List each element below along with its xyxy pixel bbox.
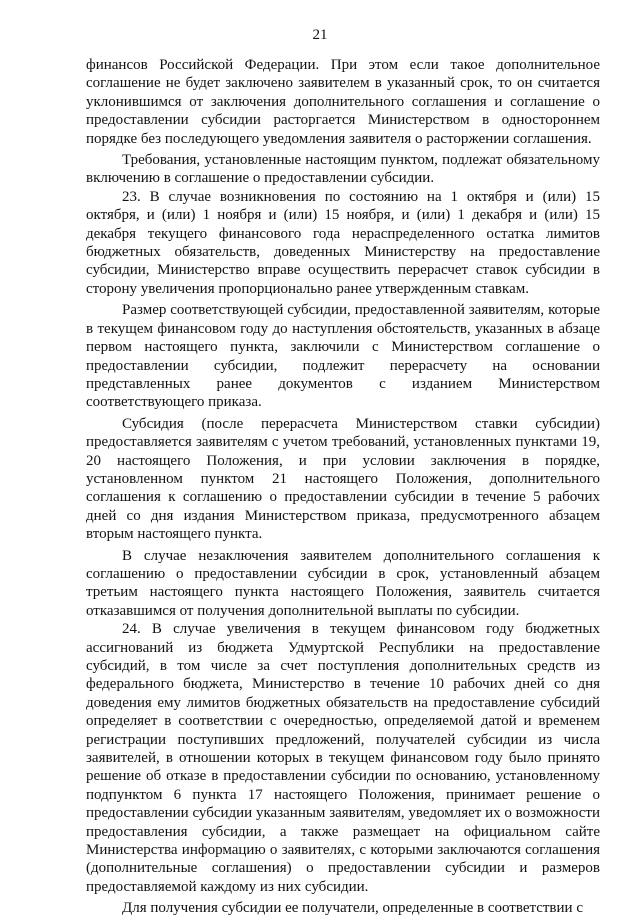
paragraph-continuation: финансов Российской Федерации. При этом если такое дополнительное соглашение не будет заключено заявителем в указанный срок, то он считается уклонившимся от заключения дополнительного соглашения и соглашение о предоставлении субсидии расторгается Министерством в одностороннем порядке без последующего уведомления заявителя о расторжении соглашения. <box>86 57 600 147</box>
paragraph-non-conclusion: В случае незаключения заявителем дополнительного соглашения к соглашению о предоставлении субсидии в срок, установленный абзацем третьим настоящего пункта настоящего Положения, заявитель считается отказавшимся от получения дополнительной выплаты по субсидии. <box>86 547 600 619</box>
paragraph-subsidy-recalc: Субсидия (после перерасчета Министерством ставки субсидии) предоставляется заявителям с учетом требований, установленных пунктами 19, 20 настоящего Положения, и при условии заключения в порядке, установленном пунктом 21 настоящего Положения, дополнительного соглашения к соглашению о предоставлении субсидии в течение 5 рабочих дней со дня издания Министерством приказа, предусмотренного абзацем вторым настоящего пункта. <box>86 415 600 543</box>
paragraph-subsidy-size: Размер соответствующей субсидии, предоставленной заявителям, которые в текущем финансовом году до наступления обстоятельств, указанных в абзаце первом настоящего пункта, заключили с Министерством соглашение о предоставлении субсидии, подлежит перерасчету на основании представленных ранее документов с изданием Министерством соответствующего приказа. <box>86 302 600 411</box>
page-number: 21 <box>312 27 328 43</box>
paragraph-final: Для получения субсидии ее получатели, определенные в соответствии с <box>122 900 583 917</box>
document-body <box>86 56 600 918</box>
paragraph-requirements: Требования, установленные настоящим пунктом, подлежат обязательному включению в соглашение о предоставлении субсидии. <box>86 152 600 187</box>
paragraph-clause-23: 23. В случае возникновения по состоянию на 1 октября и (или) 15 октября, и (или) 1 ноября и (или) 15 ноября, и (или) 1 декабря и (или) 15 декабря текущего финансового года нераспределенного остатка лимитов бюджетных обязательств, доведенных Министерству на предоставление субсидии, Министерство вправе осуществить перерасчет ставок субсидии в сторону увеличения пропорционально ранее утвержденным ставкам. <box>86 188 600 297</box>
paragraph-clause-24: 24. В случае увеличения в текущем финансовом году бюджетных ассигнований из бюджета Удмуртской Республики на предоставление субсидий, в том числе за счет поступления дополнительных средств из федерального бюджета, Министерство в течение 10 рабочих дней со дня доведения ему лимитов бюджетных обязательств на предоставление субсидий определяет в соответствии с очередностью, определяемой датой и временем регистрации поступивших предложений, получателей субсидии из числа заявителей, в отношении которых в текущем финансовом году было принято решение об отказе в предоставлении субсидии по основанию, установленному подпунктом 6 пункта 17 настоящего Положения, принимает решение о предоставлении субсидии указанным заявителям, уведомляет их о возможности предоставления субсидии, а также размещает на официальном сайте Министерства информацию о заявителях, с которыми заключаются соглашения (дополнительные соглашения) о предоставлении субсидии и размеров предоставляемой каждому из них субсидии. <box>86 621 600 895</box>
